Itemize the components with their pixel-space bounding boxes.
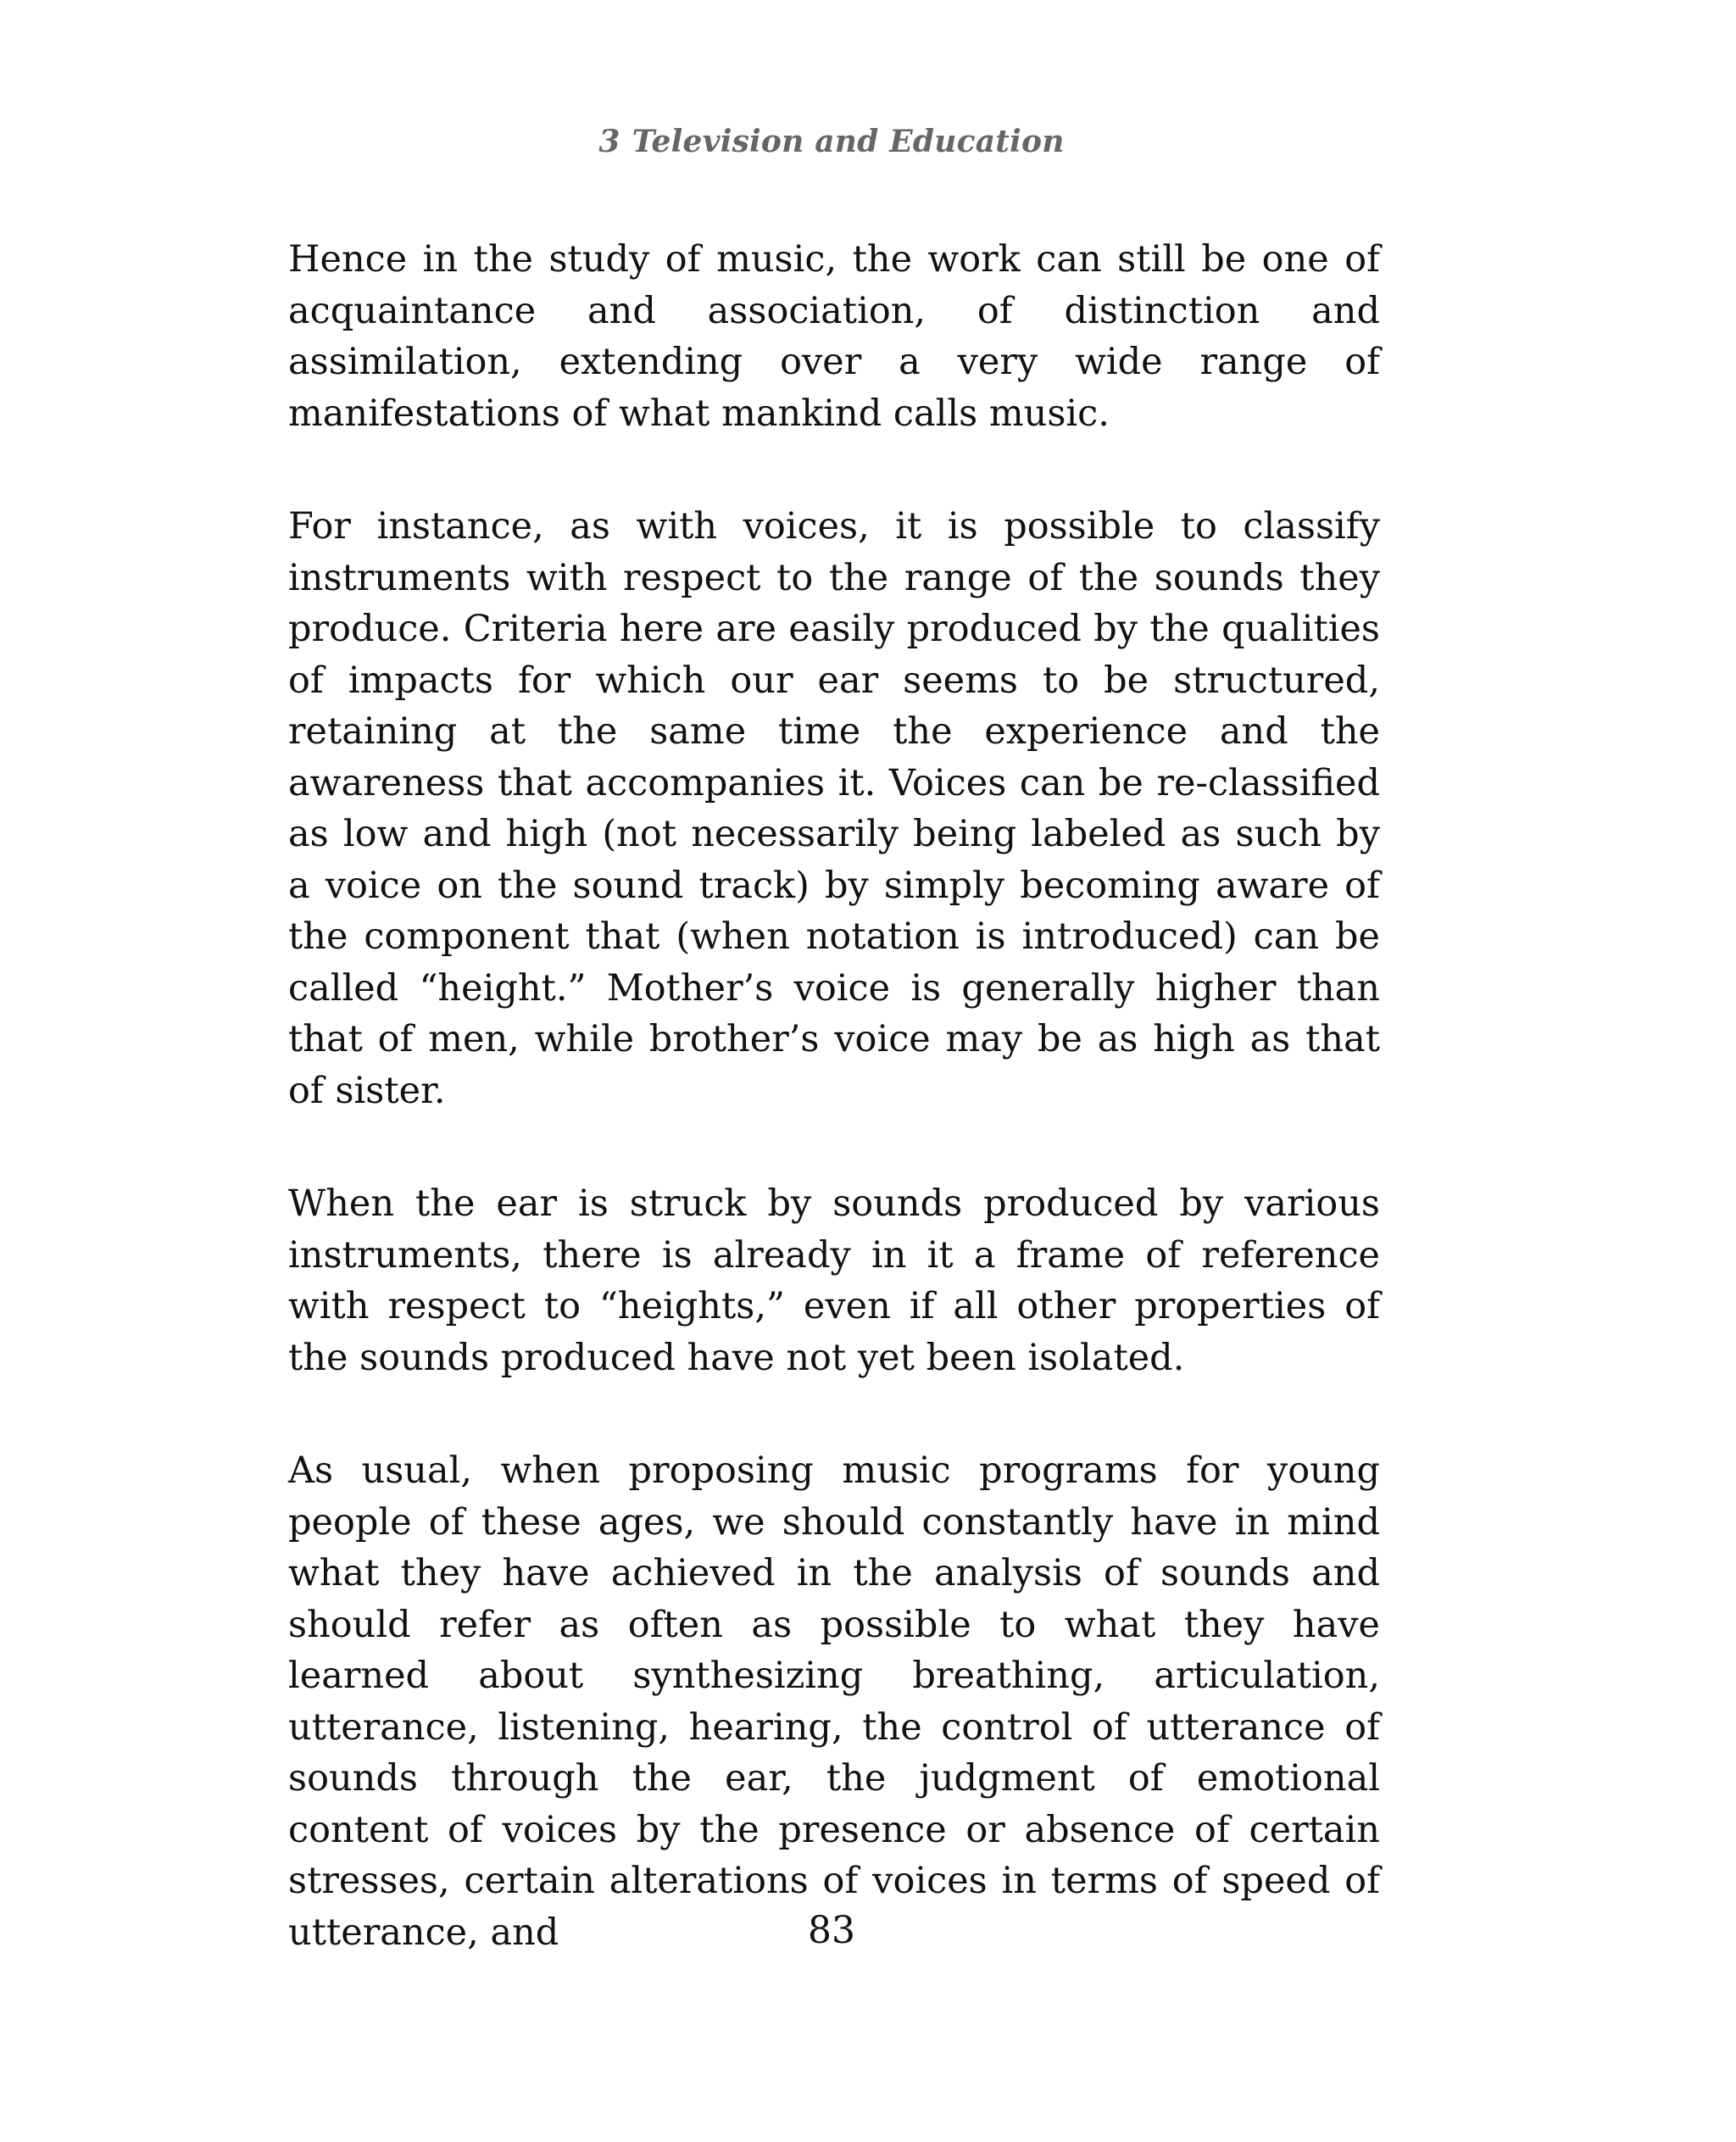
paragraph: Hence in the study of music, the work can still be one of acquaintance and association, of distinction and assimilation, extending over a very wide range of manifestations of what mankind calls music. — [288, 238, 1380, 435]
running-head — [0, 124, 1663, 159]
chapter-title: Television and Education — [632, 124, 1065, 159]
paragraph: As usual, when proposing music programs for young people of these ages, we should constantly have in mind what they have achieved in the analysis of sounds and should refer as often as possible to what they have learned about synthesizing breathing, articulation, utterance, listening, hearing, the control of utterance of sounds through the ear, the judgment of emotional content of voices by the presence or absence of certain stresses, certain alterations of voices in terms of speed of utterance, and — [288, 1449, 1380, 1954]
paragraph: When the ear is struck by sounds produced by various instruments, there is already in it a frame of reference with respect to “heights,” even if all other properties of the sounds produced have not yet been isolated. — [288, 1182, 1380, 1379]
paragraph: For instance, as with voices, it is possible to classify instruments with respect to the range of the sounds they produce. Criteria here are easily produced by the qualities of impacts for which our ear seems to be structured, retaining at the same time the experience and the awareness that accompanies it. Voices can be re-classified as low and high (not necessarily being labeled as such by a voice on the sound track) by simply becoming aware of the component that (when notation is introduced) can be called “height.” Mother’s voice is generally higher than that of men, while brother’s voice may be as high as that of sister. — [288, 505, 1380, 1112]
chapter-number: 3 — [598, 124, 620, 159]
page-number: 83 — [808, 1909, 855, 1952]
body-text — [288, 234, 1380, 2020]
